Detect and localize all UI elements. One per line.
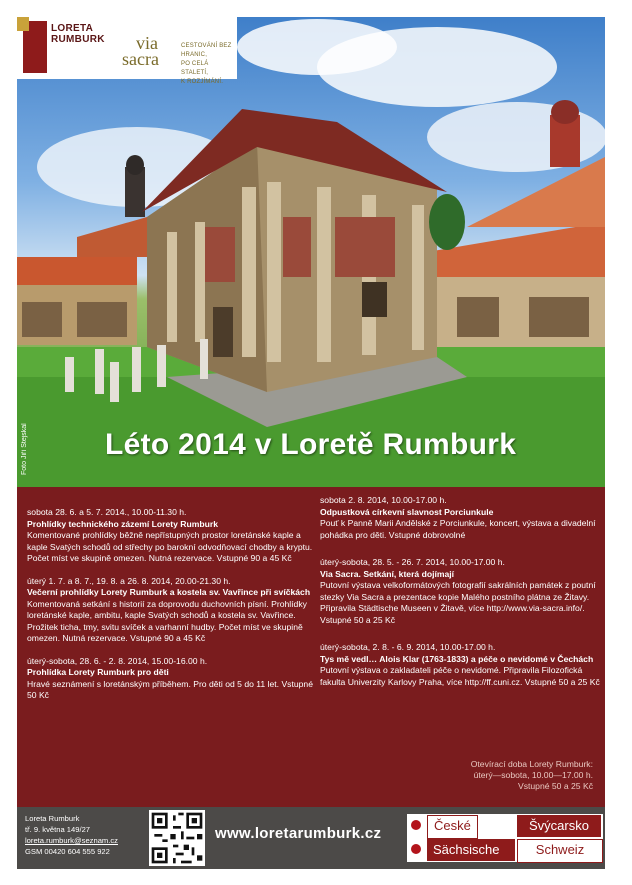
events-right-column bbox=[320, 495, 600, 699]
opening-hours-heading: Otevírací doba Lorety Rumburk: bbox=[470, 759, 593, 769]
event-item bbox=[320, 642, 600, 688]
event-description: Komentovaná setkání s historií za doprovodu duchovních písní. Prohlídky loretánské kaple, ambitu, kaple Svatých schodů a kostela sv. Vavřince. Prožitek ticha, tmy, svitu svíček a varhanní hudby. Počet míst ve skupině omezen. Nutná rezervace. Vstupné 90 a 45 Kč bbox=[27, 598, 307, 643]
event-description: Putovní výstava o zakladateli péče o nevidomé. Připravila Filozofická fakulta Univerzity Karlovy Praha, více http://ff.cuni.cz. Vstupné 50 a 25 Kč bbox=[320, 665, 600, 687]
footer-bar bbox=[17, 807, 605, 869]
contact-street: tř. 9. května 149/27 bbox=[25, 825, 91, 834]
slogan-line1: CESTOVÁNÍ BEZ HRANIC, bbox=[181, 43, 232, 58]
badge-ceske: České bbox=[427, 815, 478, 839]
via-sacra-logo-text bbox=[122, 35, 159, 67]
badge-sachsische: Sächsische bbox=[427, 839, 515, 861]
loreta-logo-line2: RUMBURK bbox=[51, 34, 105, 45]
event-description: Komentované prohlídky běžně nepřístupných prostor loretánské kaple a kaple Svatých schodů od střechy po barokní odvodňovací chodby a kryptu. Počet míst ve skupině omezen. Nutná rezervace. Vstupné 90 a 45 Kč bbox=[27, 530, 313, 563]
event-title: Prohlídky technického zázemí Lorety Rumburk bbox=[27, 518, 219, 529]
loreta-logo-text bbox=[51, 23, 105, 45]
contact-phone: GSM 00420 604 555 922 bbox=[25, 847, 110, 856]
event-title: Odpustková církevní slavnost Porciunkule bbox=[320, 506, 494, 517]
event-description: Pouť k Panně Marii Andělské z Porciunkule, koncert, výstava a divadelní pohádka pro děti. Vstupné dobrovolné bbox=[320, 518, 596, 540]
badge-svycarsko: Švýcarsko bbox=[517, 815, 601, 837]
events-left-column bbox=[27, 507, 319, 713]
photo-credit: Foto Jiří Stejskal bbox=[21, 423, 28, 475]
poster-title: Léto 2014 v Loretě Rumburk bbox=[105, 428, 517, 461]
event-description: Hravé seznámení s loretánským příběhem. Pro děti od 5 do 11 let. Vstupné 50 Kč bbox=[27, 678, 313, 700]
event-title: Večerní prohlídky Lorety Rumburk a kostela sv. Vavřince při svíčkách bbox=[27, 587, 311, 597]
event-date: sobota 2. 8. 2014, 10.00-17.00 h. bbox=[320, 495, 447, 505]
event-item bbox=[320, 557, 600, 626]
red-dot-icon bbox=[411, 844, 421, 854]
contact-name: Loreta Rumburk bbox=[25, 814, 80, 823]
website-link[interactable]: www.loretarumburk.cz bbox=[215, 825, 382, 842]
ceske-svycarsko-logo bbox=[407, 814, 603, 862]
chapel-illustration bbox=[17, 17, 605, 487]
event-date: úterý 1. 7. a 8. 7., 19. 8. a 26. 8. 2014, 20.00-21.30 h. bbox=[27, 575, 231, 586]
via-sacra-slogan bbox=[181, 42, 237, 87]
qr-code-icon bbox=[149, 810, 205, 866]
event-title: Prohlídka Lorety Rumburk pro děti bbox=[27, 667, 169, 677]
chapel-photo bbox=[17, 17, 605, 487]
opening-hours-time: úterý—sobota, 10.00—17.00 h. bbox=[473, 770, 593, 780]
opening-hours bbox=[471, 759, 593, 792]
event-title: Via Sacra. Setkání, která dojímají bbox=[320, 568, 455, 579]
slogan-line2: PO CELÁ STALETÍ, bbox=[181, 61, 209, 76]
slogan-line3: K ROZJÍMÁNÍ. bbox=[181, 79, 224, 85]
red-dot-icon bbox=[411, 820, 421, 830]
event-date: sobota 28. 6. a 5. 7. 2014., 10.00-11.30 h. bbox=[27, 507, 187, 517]
event-date: úterý-sobota, 28. 6. - 2. 8. 2014, 15.00-16.00 h. bbox=[27, 655, 208, 666]
event-item bbox=[320, 495, 600, 541]
via-sacra-emblem-icon bbox=[17, 17, 45, 47]
logos-panel bbox=[17, 17, 237, 85]
event-item bbox=[27, 656, 319, 702]
event-date: úterý-sobota, 28. 5. - 26. 7. 2014, 10.00-17.00 h. bbox=[320, 557, 505, 567]
opening-hours-price: Vstupné 50 a 25 Kč bbox=[517, 781, 593, 791]
loreta-logo-line1: LORETA bbox=[51, 23, 94, 34]
event-item bbox=[27, 507, 319, 565]
contact-address bbox=[25, 813, 118, 857]
events-panel bbox=[17, 487, 605, 807]
badge-schweiz: Schweiz bbox=[517, 839, 603, 863]
event-item bbox=[27, 576, 319, 645]
event-description: Putovní výstava velkoformátových fotografií sakrálních památek z poutní stezky Via Sacra a prezentace kopie Malého postního plátna ze Žitavy. Připravila Städtische Museen v Žitavě, více http://www.via-sacra.info/. Vstupné 50 a 25 Kč bbox=[320, 580, 596, 625]
via-sacra-line2: sacra bbox=[122, 49, 159, 69]
via-sacra-line1: via bbox=[136, 33, 158, 53]
contact-email-link[interactable]: loreta.rumburk@seznam.cz bbox=[25, 836, 118, 845]
event-date: úterý-sobota, 2. 8. - 6. 9. 2014, 10.00-17.00 h. bbox=[320, 642, 496, 652]
event-title: Tys mě vedl… Alois Klar (1763-1833) a péče o nevidomé v Čechách bbox=[320, 653, 594, 664]
